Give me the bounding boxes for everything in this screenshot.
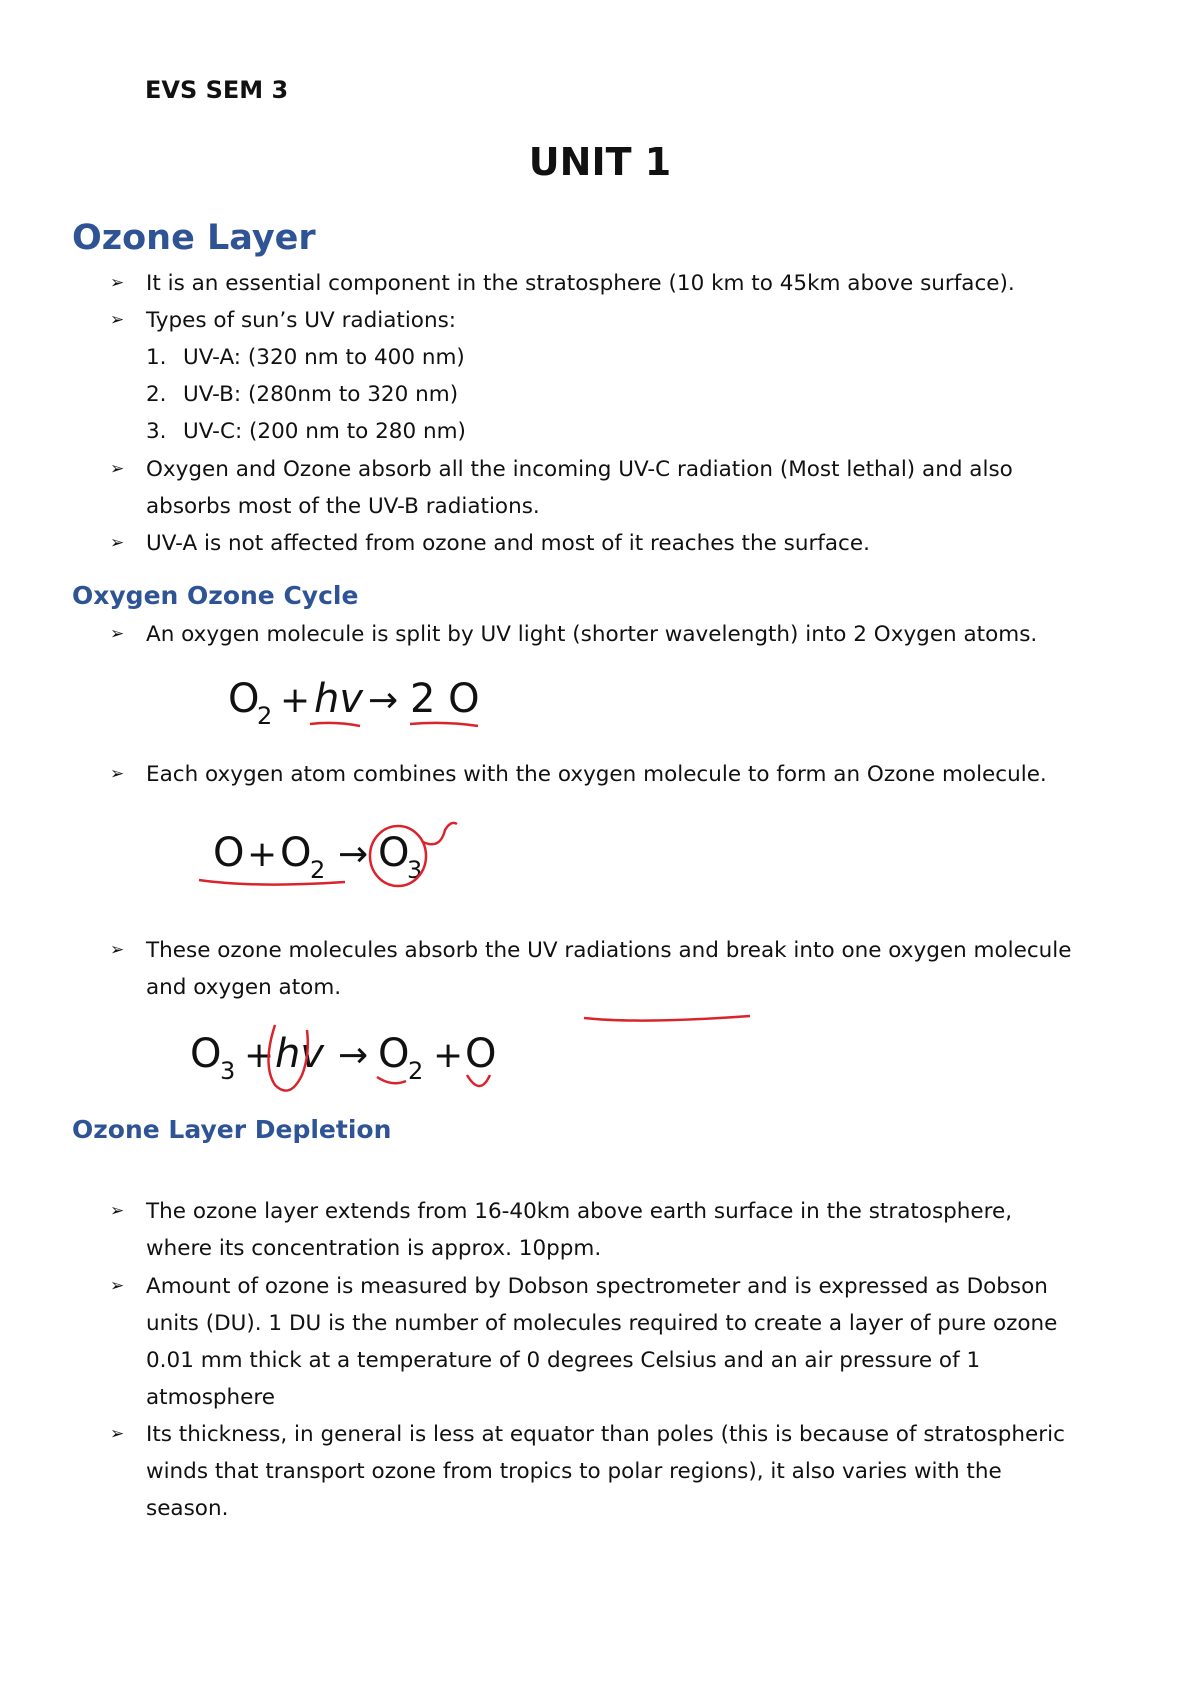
bullet-text: units (DU). 1 DU is the number of molecules required to create a layer of pure ozone	[146, 1311, 1058, 1336]
eq-hv: hv	[275, 1031, 325, 1077]
list-item: UV-A: (320 nm to 400 nm)	[183, 345, 465, 370]
bullet-text: where its concentration is approx. 10ppm.	[146, 1236, 602, 1261]
bullet-text: Amount of ozone is measured by Dobson spectrometer and is expressed as Dobson	[146, 1274, 1048, 1299]
section-heading-oxygen-ozone-cycle: Oxygen Ozone Cycle	[72, 581, 359, 610]
eq-plus: +	[247, 834, 278, 875]
section-heading-ozone-layer: Ozone Layer	[72, 218, 316, 258]
eq-arrow: →	[368, 680, 399, 721]
arrow-bullet-icon: ➢	[110, 533, 125, 553]
eq-term: O	[228, 676, 260, 722]
eq-plus: +	[280, 680, 311, 721]
arrow-bullet-icon: ➢	[110, 1424, 125, 1444]
bullet-text: absorbs most of the UV-B radiations.	[146, 494, 540, 519]
ink-underline	[410, 723, 478, 726]
equation-ozone-breakdown	[180, 1015, 520, 1105]
bullet-text: An oxygen molecule is split by UV light (shorter wavelength) into 2 Oxygen atoms.	[146, 622, 1038, 647]
list-item: UV-B: (280nm to 320 nm)	[183, 382, 459, 407]
eq-subscript: 3	[407, 856, 423, 884]
equation-o2-split	[210, 662, 510, 737]
eq-subscript: 2	[310, 856, 326, 884]
list-number: 1.	[146, 345, 167, 370]
bullet-text: season.	[146, 1496, 229, 1521]
list-number: 2.	[146, 382, 167, 407]
bullet-text: Oxygen and Ozone absorb all the incoming UV-C radiation (Most lethal) and also	[146, 457, 1013, 482]
eq-plus: +	[433, 1035, 464, 1076]
eq-term: O	[190, 1031, 222, 1077]
arrow-bullet-icon: ➢	[110, 273, 125, 293]
bullet-text: Each oxygen atom combines with the oxygen molecule to form an Ozone molecule.	[146, 762, 1047, 787]
section-heading-ozone-depletion: Ozone Layer Depletion	[72, 1115, 392, 1144]
list-number: 3.	[146, 419, 167, 444]
bullet-text: The ozone layer extends from 16-40km above earth surface in the stratosphere,	[146, 1199, 1013, 1224]
arrow-bullet-icon: ➢	[110, 1276, 125, 1296]
eq-arrow: →	[338, 1035, 369, 1076]
bullet-text: Its thickness, in general is less at equator than poles (this is because of stratospheric	[146, 1422, 1065, 1447]
ink-underline	[377, 1077, 406, 1083]
bullet-text: winds that transport ozone from tropics to polar regions), it also varies with the	[146, 1459, 1002, 1484]
arrow-bullet-icon: ➢	[110, 459, 125, 479]
eq-term: O	[378, 1031, 410, 1077]
bullet-text: 0.01 mm thick at a temperature of 0 degrees Celsius and an air pressure of 1	[146, 1348, 981, 1373]
ink-stroke	[580, 1012, 755, 1026]
eq-result: 2 O	[410, 676, 480, 722]
list-item: UV-C: (200 nm to 280 nm)	[183, 419, 466, 444]
bullet-text: Types of sun’s UV radiations:	[146, 308, 457, 333]
bullet-text: These ozone molecules absorb the UV radiations and break into one oxygen molecule	[146, 938, 1072, 963]
equation-ozone-formation	[195, 820, 475, 900]
eq-result: O	[378, 830, 410, 876]
ink-underline	[310, 723, 360, 726]
eq-subscript: 2	[408, 1057, 424, 1085]
eq-hv: hv	[314, 676, 364, 722]
eq-plus: +	[244, 1035, 275, 1076]
arrow-bullet-icon: ➢	[110, 764, 125, 784]
eq-subscript: 3	[220, 1057, 236, 1085]
arrow-bullet-icon: ➢	[110, 624, 125, 644]
arrow-bullet-icon: ➢	[110, 1201, 125, 1221]
ink-tick	[423, 823, 457, 844]
eq-term: O	[213, 830, 245, 876]
unit-title: UNIT 1	[528, 140, 672, 184]
bullet-text: UV-A is not affected from ozone and most of it reaches the surface.	[146, 531, 870, 556]
bullet-text: It is an essential component in the stratosphere (10 km to 45km above surface).	[146, 271, 1015, 296]
eq-term: O	[465, 1031, 497, 1077]
arrow-bullet-icon: ➢	[110, 310, 125, 330]
eq-arrow: →	[338, 834, 369, 875]
arrow-bullet-icon: ➢	[110, 940, 125, 960]
eq-subscript: 2	[257, 702, 273, 730]
bullet-text: atmosphere	[146, 1385, 275, 1410]
bullet-text: and oxygen atom.	[146, 975, 342, 1000]
course-label: EVS SEM 3	[145, 76, 289, 104]
eq-term: O	[280, 830, 312, 876]
